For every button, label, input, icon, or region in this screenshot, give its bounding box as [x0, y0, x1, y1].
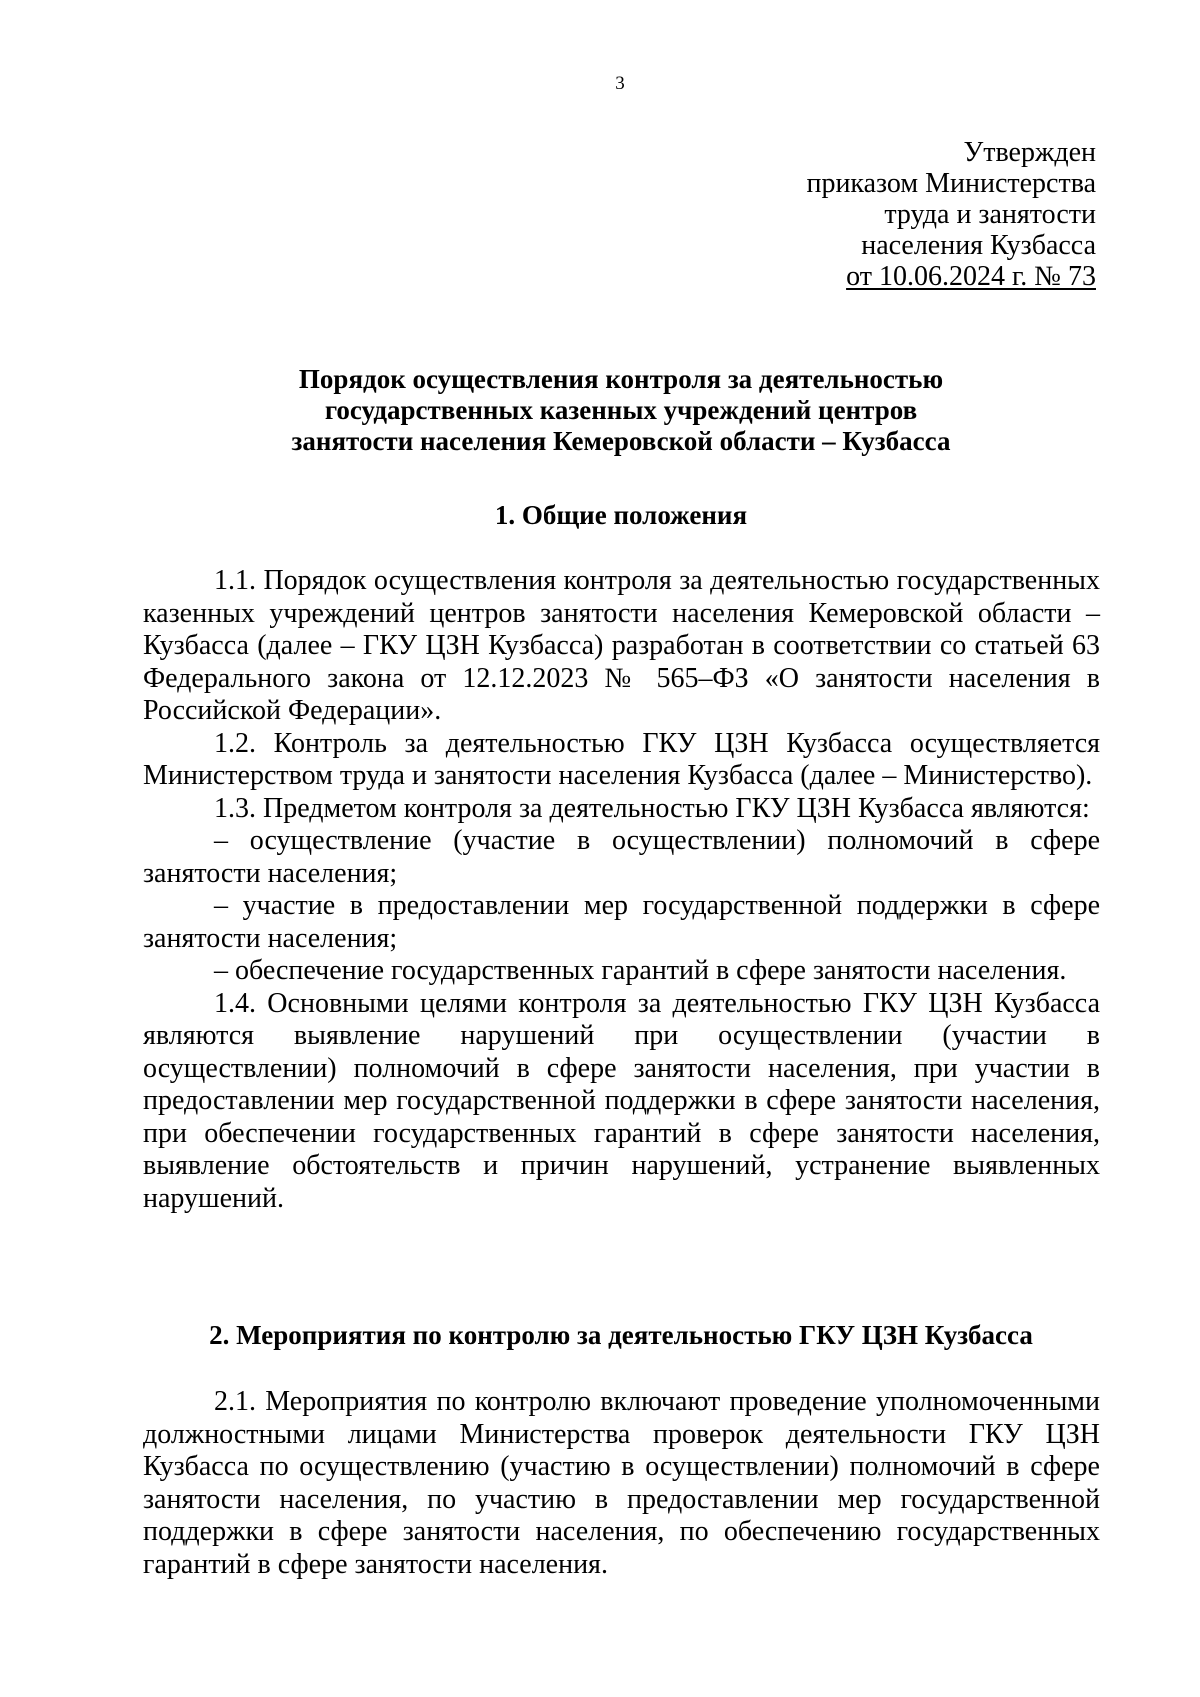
paragraph-1-4: 1.4. Основными целями контроля за деятельностью ГКУ ЦЗН Кузбасса являются выявление нарушений при осуществлении (участии в осуществлении) полномочий в сфере занятости населения, при участии в предоставлении мер государственной поддержки в сфере занятости населения, при обеспечении государственных гарантий в сфере занятости населения, выявление обстоятельств и причин нарушений, устранение выявленных нарушений. — [143, 987, 1100, 1214]
list-item: – обеспечение государственных гарантий в сфере занятости населения. — [214, 955, 1067, 986]
approval-line: Утвержден — [963, 137, 1096, 168]
approval-line: приказом Министерства — [806, 168, 1096, 199]
title-line: занятости населения Кемеровской области – Кузбасса — [291, 426, 951, 456]
section-2-heading: 2. Мероприятия по контролю за деятельностью ГКУ ЦЗН Кузбасса — [209, 1320, 1033, 1350]
paragraph-1-3: 1.3. Предметом контроля за деятельностью ГКУ ЦЗН Кузбасса являются: — [214, 792, 1090, 824]
section-2-body — [143, 1386, 1100, 1581]
title-line: государственных казенных учреждений центров — [324, 395, 918, 425]
approval-date-line: от 10.06.2024 г. № 73 — [846, 261, 1096, 292]
document-title — [140, 364, 1102, 457]
list-item: – осуществление (участие в осуществлении) полномочий в сфере занятости населения; — [143, 825, 1100, 889]
list-item: – участие в предоставлении мер государственной поддержки в сфере занятости населения; — [143, 890, 1100, 954]
approval-line: населения Кузбасса — [861, 230, 1096, 261]
section-1-body — [143, 565, 1100, 1215]
approval-block — [806, 137, 1096, 292]
paragraph-2-1: 2.1. Мероприятия по контролю включают проведение уполномоченными должностными лицами Министерства проверок деятельности ГКУ ЦЗН Кузбасса по осуществлению (участию в осуществлении) полномочий в сфере занятости населения, по участию в предоставлении мер государственной поддержки в сфере занятости населения, по обеспечению государственных гарантий в сфере занятости населения. — [143, 1386, 1100, 1580]
title-line: Порядок осуществления контроля за деятельностью — [298, 364, 944, 394]
page-number: 3 — [615, 73, 625, 94]
paragraph-1-1: 1.1. Порядок осуществления контроля за деятельностью государственных казенных учреждений центров занятости населения Кемеровской области – Кузбасса (далее – ГКУ ЦЗН Кузбасса) разработан в соответствии со статьей 63 Федерального закона от 12.12.2023 № 565–ФЗ «О занятости населения в Российской Федерации». — [143, 565, 1100, 726]
paragraph-1-2: 1.2. Контроль за деятельностью ГКУ ЦЗН Кузбасса осуществляется Министерством труда и занятости населения Кузбасса (далее – Министерство). — [143, 727, 1100, 791]
approval-line: труда и занятости — [884, 199, 1096, 230]
section-1-heading: 1. Общие положения — [494, 500, 748, 530]
